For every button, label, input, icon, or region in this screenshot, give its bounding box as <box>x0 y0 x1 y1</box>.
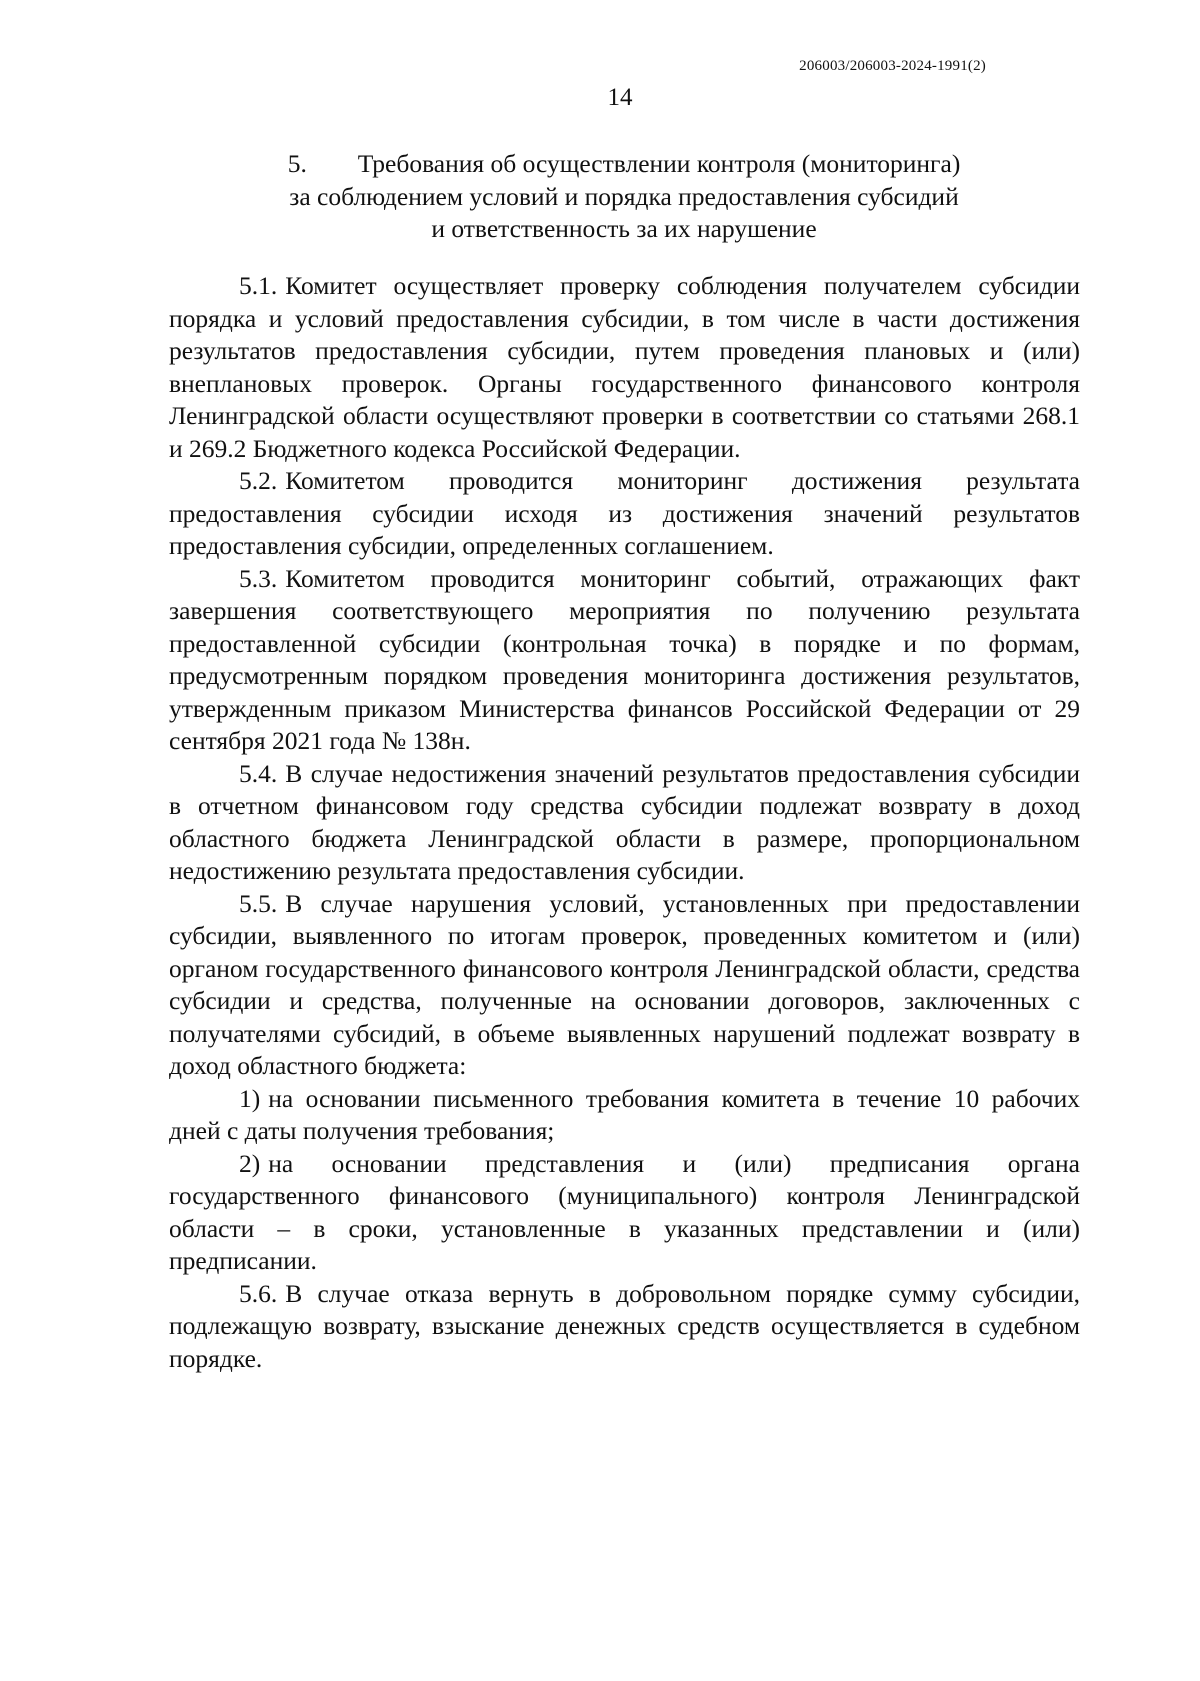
paragraph-number: 5.5. <box>239 888 278 918</box>
paragraph-number: 5.2. <box>239 466 278 495</box>
paragraph-5-6 <box>169 1278 1080 1376</box>
paragraph-text: В случае недостижения значений результатов предоставления субсидии в отчетном финансовом году средства субсидии подлежат возврату в доход областного бюджета Ленинградской области в размере, пропорциональном недостижению результата предоставления субсидии. <box>169 758 1080 885</box>
subitem-number: 1) <box>239 1083 261 1113</box>
section-title-text-1: Требования об осуществлении контроля (мониторинга) <box>357 149 961 178</box>
paragraph-number: 5.3. <box>239 563 278 593</box>
paragraph-5-3 <box>169 563 1080 758</box>
subitem-1 <box>169 1083 1080 1148</box>
section-title-line-2: за соблюдением условий и порядка предоставления субсидий <box>289 181 959 211</box>
paragraph-text: Комитетом проводится мониторинг событий, отражающих факт завершения соответствующего мероприятия по получению результата предоставленной субсидии (контрольная точка) в порядке и по формам, предусмотренным порядком проведения мониторинга достижения результатов, утвержденным приказом Министерства финансов Российской Федерации от 29 сентября 2021 года № 138н. <box>169 563 1080 755</box>
paragraph-text: В случае отказа вернуть в добровольном порядке сумму субсидии, подлежащую возврату, взыскание денежных средств осуществляется в судебном порядке. <box>169 1278 1080 1373</box>
paragraph-text: Комитетом проводится мониторинг достижения результата предоставления субсидии исходя из достижения значений результатов предоставления субсидии, определенных соглашением. <box>169 466 1080 560</box>
paragraph-text: В случае нарушения условий, установленных при предоставлении субсидии, выявленного по итогам проверок, проведенных комитетом и (или) органом государственного финансового контроля Ленинградской области, средства субсидии и средства, полученные на основании договоров, заключенных с получателями субсидий, в объеме выявленных нарушений подлежат возврату в доход областного бюджета: <box>169 888 1080 1080</box>
paragraph-5-2 <box>169 465 1080 563</box>
section-number: 5. <box>287 149 307 178</box>
paragraph-number: 5.4. <box>239 758 278 788</box>
paragraph-5-5 <box>169 888 1080 1083</box>
paragraph-5-1 <box>169 270 1080 465</box>
section-title <box>168 148 1080 246</box>
section-title-line-1 <box>168 148 1080 181</box>
paragraph-number: 5.1. <box>239 271 278 300</box>
subitem-number: 2) <box>239 1148 261 1178</box>
section-title-line-3: и ответственность за их нарушение <box>431 214 817 243</box>
subitem-text: на основании представления и (или) предписания органа государственного финансового (муниципального) контроля Ленинградской области – в сроки, установленные в указанных представлении и (или) предписании. <box>169 1148 1080 1275</box>
page-number: 14 <box>607 84 633 111</box>
document-id: 206003/206003-2024-1991(2) <box>799 58 986 74</box>
subitem-text: на основании письменного требования комитета в течение 10 рабочих дней с даты получения требования; <box>169 1083 1080 1145</box>
subitem-2 <box>169 1148 1080 1278</box>
paragraph-number: 5.6. <box>239 1278 278 1308</box>
document-body <box>169 270 1080 1375</box>
paragraph-5-4 <box>169 758 1080 888</box>
paragraph-text: Комитет осуществляет проверку соблюдения получателем субсидии порядка и условий предоставления субсидии, в том числе в части достижения результатов предоставления субсидии, путем проведения плановых и (или) внеплановых проверок. Органы государственного финансового контроля Ленинградской области осуществляют проверки в соответствии со статьями 268.1 и 269.2 Бюджетного кодекса Российской Федерации. <box>169 271 1080 463</box>
